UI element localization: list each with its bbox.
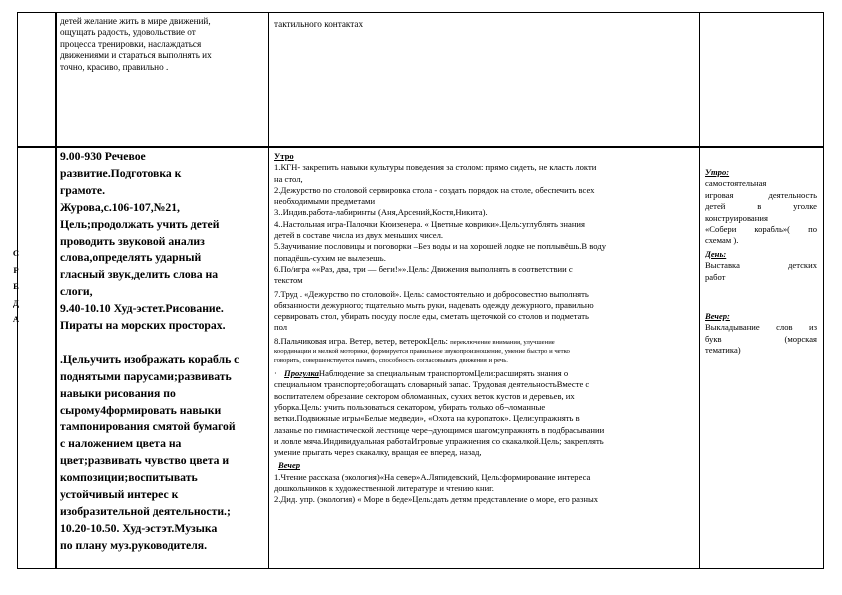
schedule-line: грамоте. bbox=[60, 183, 105, 197]
schedule-line: Цель;продолжать учить детей bbox=[60, 217, 220, 231]
activity-line bbox=[274, 336, 696, 347]
schedule-line: 9.00-930 Речевое bbox=[60, 150, 146, 163]
schedule-line: цвет;развивать чувство цвета и bbox=[60, 454, 230, 468]
activity-line: 3..Индив.работа-лабиринты (Аня,Арсений,Костя,Никита). bbox=[274, 207, 488, 218]
schedule-line: композиции;воспитывать bbox=[60, 471, 198, 485]
walk-text: Наблюдение за специальным транспортомЦели:расширять знания о bbox=[318, 368, 569, 379]
schedule-line: тампонирования смятой бумагой bbox=[60, 420, 236, 434]
schedule-line: Пираты на морских просторах. bbox=[60, 319, 226, 333]
evening-line: 2.Дид. упр. (экология) « Море в беде»Цель:дать детям представление о море, его разных bbox=[274, 494, 599, 505]
day-letter: Е bbox=[13, 281, 19, 292]
side-morning-heading: Утро: bbox=[705, 167, 730, 177]
walk-line: уборка.Цель: учить пользоваться секатором, убирать только об¬ломанные bbox=[274, 401, 546, 412]
day-letter: А bbox=[12, 314, 20, 325]
activity-line: необходимыми предметами bbox=[274, 196, 376, 207]
side-line: тематика) bbox=[705, 345, 741, 356]
schedule-line: навыки рисования по bbox=[60, 386, 176, 400]
schedule-line: 10.20-10.50. Худ-эстэт.Музыка bbox=[60, 521, 218, 535]
schedule-line: .Цельучить изображать корабль с bbox=[60, 352, 240, 366]
evening-heading: Вечер bbox=[278, 460, 301, 471]
table-bottom-border bbox=[17, 568, 824, 569]
activity-line: 7.Труд . «Дежурство по столовой». Цель: самостоятельно и добросовестно выполнять bbox=[274, 288, 589, 299]
schedule-line: 9.40-10.10 Худ-эстет.Рисование. bbox=[60, 302, 224, 316]
side-line: конструирования bbox=[705, 212, 768, 223]
walk-line: специальном транспорте;обогащать словарный запас. Трудовая деятельностьВместе с bbox=[274, 379, 590, 390]
activity-line: 6.По/игра ««Раз, два, три — беги!»».Цель: Движения выполнять в соответствии с bbox=[274, 263, 573, 274]
morning-heading: Утро bbox=[274, 151, 294, 161]
side-line: самостоятельная bbox=[705, 178, 767, 189]
schedule-line: изобразительной деятельности.; bbox=[60, 505, 231, 519]
side-line: игровая деятельность bbox=[705, 189, 817, 200]
day-letter: С bbox=[12, 248, 20, 258]
text-line: ощущать радость, удовольствие от bbox=[60, 27, 196, 38]
walk-heading: Прогулка bbox=[284, 368, 319, 379]
walk-line: воспитателем обрезание сектором обломанных, сухих веток кустов и деревьев, их bbox=[274, 390, 575, 401]
activity-line: на стол, bbox=[274, 173, 303, 184]
table-right-border bbox=[823, 12, 824, 569]
side-line: схемам ). bbox=[705, 235, 739, 246]
schedule-line: сырому4формировать навыки bbox=[60, 403, 222, 417]
schedule-line: Журова,с.106-107,№21, bbox=[60, 200, 180, 214]
activity-line: 5.Заучивание пословицы и поговорки –Без воды и на хорошей лодке не поплывёшь.В воду bbox=[274, 241, 607, 252]
text-line: точно, красиво, правильно . bbox=[60, 61, 169, 72]
activity-line: детей в составе числа из двух меньших чисел. bbox=[274, 230, 444, 241]
note-line: координации и мелкой моторики, формируется правильное звукопроизношение, умение быстро и четко bbox=[274, 348, 570, 356]
side-line: детей в уголке bbox=[705, 201, 817, 212]
activity-line: попадёшь-сухим не вылезешь. bbox=[274, 252, 386, 263]
schedule-cell bbox=[60, 149, 267, 555]
activity-line: 2.Дежурство по столовой сервировка стола - создать порядок на столе, обеспечить всех bbox=[274, 184, 595, 195]
schedule-line: слова,определять ударный bbox=[60, 251, 202, 265]
activities-cell bbox=[274, 151, 696, 506]
side-line: Выкладывание слов из bbox=[705, 322, 817, 333]
column-divider bbox=[55, 12, 57, 569]
schedule-line: гласный звук,делить слова на bbox=[60, 268, 219, 282]
activity-line: 4..Настольная игра-Палочки Кюизенера. « Цветные коврики».Цель:углублять знания bbox=[274, 218, 585, 229]
activity-line: пол bbox=[274, 322, 288, 333]
finger-game-text: 8.Пальчиковая игра. Ветер, ветер, ветерокЦель: bbox=[274, 335, 451, 346]
side-line: «Собери корабль»( по bbox=[705, 224, 817, 235]
table-top-border bbox=[17, 12, 824, 13]
bullet: · bbox=[274, 368, 277, 379]
top-row-activity-cell bbox=[274, 19, 694, 30]
schedule-line bbox=[60, 335, 267, 352]
walk-line: умение прыгать через скакалку, вращая ее вперед, назад, bbox=[274, 447, 482, 458]
independent-activity-cell bbox=[705, 167, 817, 357]
day-letter: Д bbox=[13, 297, 19, 308]
evening-line: дошкольников к художественной литературе и чтению книг. bbox=[274, 483, 494, 494]
walk-line bbox=[274, 368, 696, 379]
side-line: работ bbox=[705, 271, 726, 282]
finger-game-note: переключение внимания, улучшение bbox=[450, 338, 555, 346]
top-row-goal-cell bbox=[60, 16, 265, 73]
side-day-heading: День: bbox=[705, 248, 727, 259]
day-letter: Р bbox=[13, 264, 19, 275]
walk-line: и ловле мяча.Индивидуальная работаИгровые упражнения со скакалкой.Цель; закреплять bbox=[274, 435, 604, 446]
text-line: тактильного контактах bbox=[274, 19, 364, 29]
evening-line: 1.Чтение рассказа (экология)«На север»А.Ляпидевский, Цель:формирование интереса bbox=[274, 471, 591, 482]
walk-line: ветки.Подвижные игры«Белые медведи», «Охота на куропаток». Цели:упражнять в bbox=[274, 413, 580, 424]
text-line: детей желание жить в мире движений, bbox=[60, 16, 211, 26]
note-line: говорить, совершенствуется память, способность согласовывать движения и речь. bbox=[274, 357, 508, 365]
schedule-line: поднятыми парусами;развивать bbox=[60, 369, 232, 383]
schedule-line: слоги, bbox=[60, 285, 93, 299]
activity-line: текстом bbox=[274, 275, 303, 286]
activity-line: 1.КГН- закрепить навыки культуры поведения за столом: прямо сидеть, не класть локти bbox=[274, 162, 597, 173]
text-line: процесса тренировки, наслаждаться bbox=[60, 38, 202, 49]
schedule-line: устойчивый интерес к bbox=[60, 488, 179, 502]
side-evening-heading: Вечер: bbox=[705, 311, 730, 322]
side-line: Выставка детских bbox=[705, 260, 817, 271]
activity-line: сервировать стол, убирать посуду после еды, сметать щеточкой со столов и подметать bbox=[274, 311, 589, 322]
day-name-wednesday bbox=[9, 245, 23, 328]
side-line: букв (морская bbox=[705, 333, 817, 344]
schedule-line: проводить звуковой анализ bbox=[60, 234, 205, 248]
schedule-line: по плану муз.руководителя. bbox=[60, 538, 207, 552]
walk-line: лазанье по гимнастической лестнице чере¬дующимся шагом;упражнять в подбрасывании bbox=[274, 424, 605, 435]
schedule-line: с наложением цвета на bbox=[60, 437, 182, 451]
column-divider bbox=[268, 12, 269, 569]
row-divider bbox=[17, 146, 824, 148]
activity-line: обязанности дежурного; тщательно мыть руки, надевать одежду дежурного, правильно bbox=[274, 299, 594, 310]
column-divider bbox=[699, 12, 700, 569]
schedule-line: развитие.Подготовка к bbox=[60, 166, 182, 180]
text-line: движениями и стараться выполнять их bbox=[60, 50, 212, 61]
